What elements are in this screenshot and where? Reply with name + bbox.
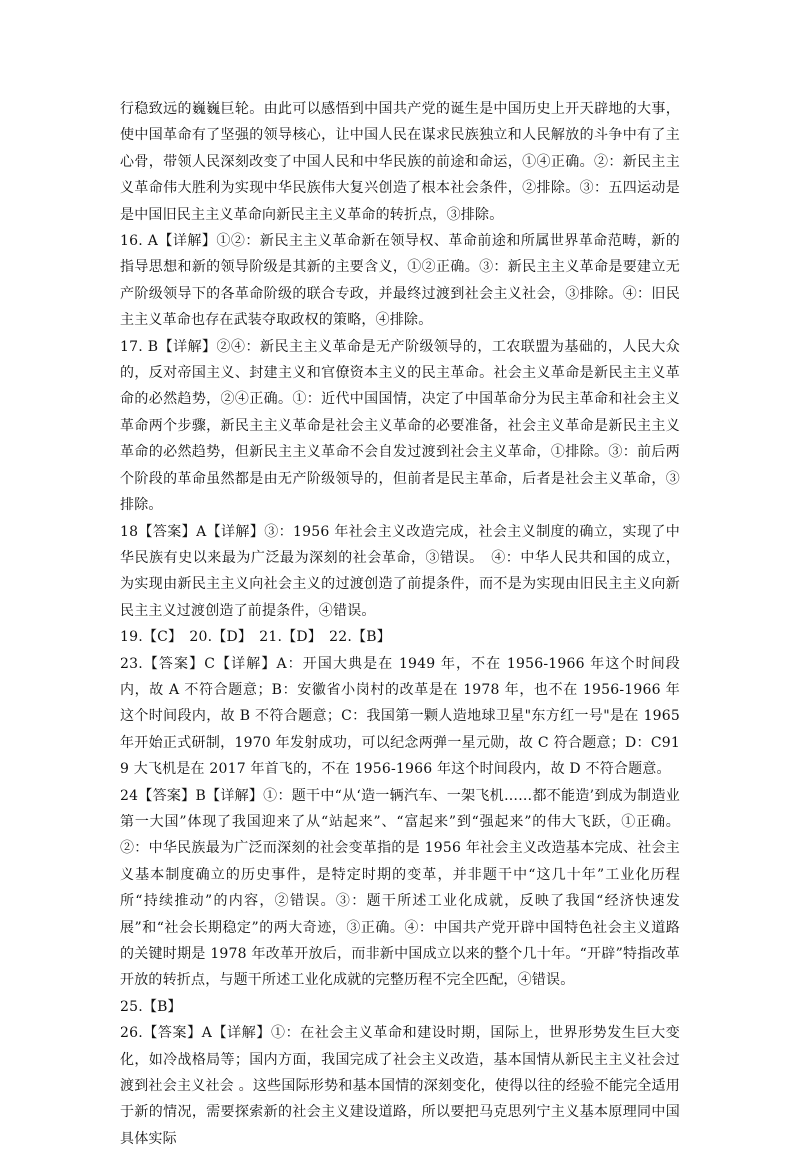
- paragraph-answer-17: 17. B【详解】②④：新民主主义革命是无产阶级领导的，工农联盟为基础的，人民大众的，反对帝国主义、封建主义和官僚资本主义的民主革命。社会主义革命是新民主主义革命的必然趋势，②④正确。①：近代中国国情，决定了中国革命分为民主革命和社会主义革命两个步骤，新民主主义革命是社会主义革命的必要准备，社会主义革命是新民主主义革命的必然趋势，但新民主主义革命不会自发过渡到社会主义革命，①排除。③：前后两个阶段的革命虽然都是由无产阶级领导的，但前者是民主革命，后者是社会主义革命，③排除。: [120, 338, 680, 514]
- paragraph-answer-25: 25.【B】: [120, 998, 182, 1015]
- answer-explanation-page: [120, 96, 680, 1152]
- paragraph-answer-24: 24【答案】B【详解】①：题干中“从‘造一辆汽车、一架飞机……都不能造’到成为制造业第一大国”体现了我国迎来了从“站起来”、“富起来”到“强起来”的伟大飞跃，①正确。②：中华民族最为广泛而深刻的社会变革指的是 1956 年社会主义改造基本完成、社会主义基本制度确立的历史事件，是特定时期的变革，并非题干中“这几十年”工业化历程所“持续推动”的内容，②错误。③：题干所述工业化成就，反映了我国“经济快速发展”和“社会长期稳定”的两大奇迹，③正确。④：中国共产党开辟中国特色社会主义道路的关键时期是 1978 年改革开放后，而非新中国成立以来的整个几十年。“开辟”特指改革开放的转折点，与题干所述工业化成就的完整历程不完全匹配，④错误。: [120, 787, 680, 989]
- paragraph-answer-16: 16. A【详解】①②：新民主主义革命新在领导权、革命前途和所属世界革命范畴，新的指导思想和新的领导阶级是其新的主要含义，①②正确。③：新民主主义革命是要建立无产阶级领导下的各革命阶级的联合专政，并最终过渡到社会主义社会，③排除。④：旧民主主义革命也存在武装夺取政权的策略，④排除。: [120, 233, 680, 329]
- paragraph-answer-18: 18【答案】A【详解】③：1956 年社会主义改造完成，社会主义制度的确立，实现了中华民族有史以来最为广泛最为深刻的社会革命，③错误。 ④：中华人民共和国的成立，为实现由新民主主义向社会主义的过渡创造了前提条件，而不是为实现由旧民主主义向新民主主义过渡创造了前提条件，④错误。: [120, 523, 680, 619]
- paragraph-answers-19-22: 19.【C】 20.【D】 21.【D】 22.【B】: [120, 629, 391, 646]
- paragraph-answer-26: 26.【答案】A【详解】①：在社会主义革命和建设时期，国际上，世界形势发生巨大变化，如冷战格局等；国内方面，我国完成了社会主义改造，基本国情从新民主主义社会过渡到社会主义社会 。这些国际形势和基本国情的深刻变化，使得以往的经验不能完全适用于新的情况，需要探索新的社会主义建设道路，所以要把马克思列宁主义基本原理同中国具体实际: [120, 1025, 680, 1147]
- paragraph-answer-23: 23.【答案】C【详解】A：开国大典是在 1949 年，不在 1956-1966 年这个时间段内，故 A 不符合题意；B：安徽省小岗村的改革是在 1978 年，也不在 1956-1966 年这个时间段内，故 B 不符合题意；C：我国第一颗人造地球卫星"东方红一号"是在 1965 年开始正式研制，1970 年发射成功，可以纪念两弹一星元勋，故 C 符合题意；D：C919 大飞机是在 2017 年首飞的，不在 1956-1966 年这个时间段内，故 D 不符合题意。: [120, 655, 681, 778]
- paragraph-continued-15: 行稳致远的巍巍巨轮。由此可以感悟到中国共产党的诞生是中国历史上开天辟地的大事，使中国革命有了坚强的领导核心，让中国人民在谋求民族独立和人民解放的斗争中有了主心骨，带领人民深刻改变了中国人民和中华民族的前途和命运，①④正确。②：新民主主义革命伟大胜利为实现中华民族伟大复兴创造了根本社会条件，②排除。③：五四运动是是中国旧民主主义革命向新民主主义革命的转折点，③排除。: [120, 101, 680, 223]
